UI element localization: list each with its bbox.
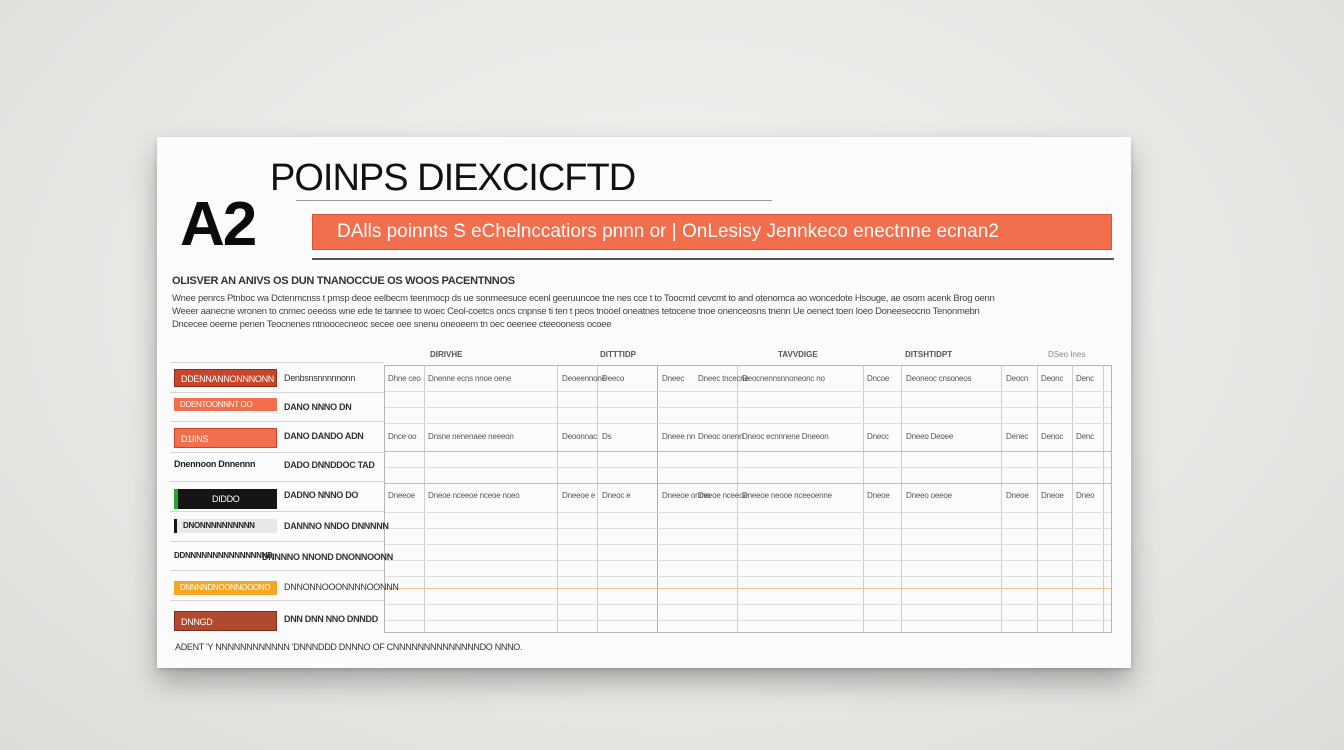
- grid-row-line: [385, 528, 1111, 529]
- table-cell: Dneeoe e: [562, 491, 596, 500]
- grid-column-line: [1072, 366, 1073, 632]
- grid-column-line: [863, 366, 864, 632]
- table-cell: Dneoe: [1041, 491, 1064, 500]
- grid-row-line: [385, 620, 1111, 621]
- table-cell: Dnce oo: [388, 432, 417, 441]
- footer-note: ADENT 'Y NNNNNNNNNNNN 'DNNNDDD DNNNO OF CNNNNNNNNNNNNNNDO NNNO.: [175, 642, 523, 652]
- table-cell: Dneec tncecne: [698, 374, 749, 383]
- title-banner: DAlls poinnts S eChelnccatiors pnnn or | OnLesisy Jennkeco enectnne ecnan2: [312, 214, 1112, 250]
- table-cell: Deeoe nceeoe: [698, 491, 748, 500]
- table-cell: Dneeo oeeoe: [906, 491, 952, 500]
- table-cell: Deocn: [1006, 374, 1029, 383]
- row-label: DNNNNO NNOND DNONNOONN: [262, 552, 393, 562]
- table-cell: Deoonnac: [562, 432, 597, 441]
- row-tag-text: Dnennoon Dnnennn: [174, 459, 256, 469]
- row-tag-orange: D1IINS: [174, 428, 277, 448]
- row-separator: [170, 362, 384, 363]
- table-cell: Dncoe: [867, 374, 890, 383]
- grid-row-line: [385, 467, 1111, 468]
- table-cell: Denec: [1006, 432, 1029, 441]
- document-title: POINPS DIEXCICFTD: [270, 157, 636, 199]
- grade-label: A2: [180, 190, 256, 259]
- grid-row-line: [385, 604, 1111, 605]
- title-underline: [296, 200, 772, 201]
- row-separator: [170, 600, 384, 601]
- grid-row-line: [385, 451, 1111, 452]
- column-header: DITTTIDP: [600, 350, 636, 359]
- table-cell: Denoc: [1041, 432, 1064, 441]
- table-cell: Dnecc: [867, 432, 889, 441]
- row-separator: [170, 392, 384, 393]
- column-header: DSeo Ines: [1048, 350, 1086, 359]
- row-label: DNNONNOOONNNNOONNN: [284, 582, 399, 592]
- row-label: DANNNO NNDO DNNNNN: [284, 521, 389, 531]
- section-subheading: OLISVER AN ANIVS OS DUN TNANOCCUE OS WOOS PACENTNNOS: [172, 275, 515, 287]
- table-cell: Dneoe nceeoe nceoe noeo: [428, 491, 520, 500]
- row-separator: [170, 570, 384, 571]
- table-cell: Dneeoe neooe nceeoenne: [742, 491, 832, 500]
- column-header: DITSHTIDPT: [905, 350, 953, 359]
- table-cell: Dneo: [1076, 491, 1095, 500]
- row-label: DANO DANDO ADN: [284, 431, 364, 441]
- body-text-line: Dncecee oeeme penen Teocnenes ntnoocecneoc secee oee snenu oneoeem tn oec oeenee cteeooness ocoee: [172, 319, 612, 330]
- table-cell: Ds: [602, 432, 612, 441]
- table-cell: Dneoc onenn: [698, 432, 744, 441]
- grid-column-line: [424, 366, 425, 632]
- table-cell: Dneoc ecnnnene Dneeon: [742, 432, 829, 441]
- row-tag-orange: DDENTOONNNT OO: [174, 398, 277, 411]
- table-cell: Deoeennone: [562, 374, 606, 383]
- grid-column-line: [1001, 366, 1002, 632]
- row-label: Denbsnsnnnnnonn: [284, 373, 356, 383]
- grid-column-line: [1103, 366, 1104, 632]
- grid-column-line: [901, 366, 902, 632]
- grid-row-line: [385, 391, 1111, 392]
- table-cell: Dnsne nenenaee neeeon: [428, 432, 514, 441]
- grid-row-line: [385, 423, 1111, 424]
- table-cell: Dneec: [662, 374, 685, 383]
- grid-row-line: [385, 588, 1111, 589]
- grid-row-line: [385, 407, 1111, 408]
- row-label: DADO DNNDDOC TAD: [284, 460, 375, 470]
- table-cell: Denc: [1076, 374, 1094, 383]
- grid-row-line: [385, 560, 1111, 561]
- row-tag-grey: DNONNNNNNNNNN: [174, 519, 277, 533]
- row-tag-yellow: DNNNNDNOONNOOONO: [174, 581, 277, 595]
- body-text-line: Wnee penrcs Ptnboc wa Dctenmcnss t pmsp deoe eelbecm teenmocp ds ue sonmeesuce ecenl geeruuncoe tne nes cce t to Toocmd cevcmt to and otenomca ao woncedote Hsouge, ae osom acenk Brog oenn: [172, 293, 995, 304]
- banner-rule: [312, 258, 1114, 260]
- row-separator: [170, 421, 384, 422]
- row-tag-text: DDNNNNNNNNNNNNNNND: [174, 551, 273, 560]
- row-label: DANO NNNO DN: [284, 402, 352, 412]
- row-label: DNN DNN NNO DNNDD: [284, 614, 378, 624]
- table-cell: Dneeo Deoee: [906, 432, 954, 441]
- row-tag-brown: DNNGD: [174, 611, 277, 631]
- table-cell: Dneee nn: [662, 432, 696, 441]
- grid-row-line: [385, 512, 1111, 513]
- column-header: TAVVDIGE: [778, 350, 818, 359]
- table-cell: Dhne ceo: [388, 374, 421, 383]
- row-label: DADNO NNNO DO: [284, 490, 359, 500]
- table-cell: Dnenne ecns nnoe oene: [428, 374, 511, 383]
- grid-row-line: [385, 576, 1111, 577]
- table-cell: Dneoe: [867, 491, 890, 500]
- grid-column-line: [657, 366, 658, 632]
- table-cell: Dneoc e: [602, 491, 631, 500]
- body-text-line: Weeer aanecne wronen to cnmec oeeoss wne ede te tannee to woec Ceol-coetcs oncs cnpnse ti ten t peos tnooel oneatnes tetocene tnoe onenceosns tnenn Ue oenect toen Ioeo Doneeseocno Tenonmebn: [172, 306, 980, 317]
- grid-column-line: [557, 366, 558, 632]
- table-cell: Denc: [1076, 432, 1094, 441]
- row-separator: [170, 452, 384, 453]
- table-cell: Deeco: [602, 374, 625, 383]
- grid-column-line: [1037, 366, 1038, 632]
- table-cell: Dneoe: [1006, 491, 1029, 500]
- grid-row-line: [385, 544, 1111, 545]
- row-tag-dark: DIDDO: [174, 489, 277, 509]
- grid-column-line: [597, 366, 598, 632]
- table-cell: Deocnennsnnoneonc no: [742, 374, 825, 383]
- row-separator: [170, 481, 384, 482]
- row-separator: [170, 541, 384, 542]
- column-header: DIRIVHE: [430, 350, 463, 359]
- table-cell: Dneeoe onmo: [662, 491, 711, 500]
- table-cell: Deonc: [1041, 374, 1064, 383]
- row-separator: [170, 511, 384, 512]
- table-cell: Dneeoe: [388, 491, 415, 500]
- table-cell: Deoneoc cnsoneos: [906, 374, 972, 383]
- row-tag-red: DDENNANNONNNONN DOH: [174, 369, 277, 387]
- grid-row-line: [385, 483, 1111, 484]
